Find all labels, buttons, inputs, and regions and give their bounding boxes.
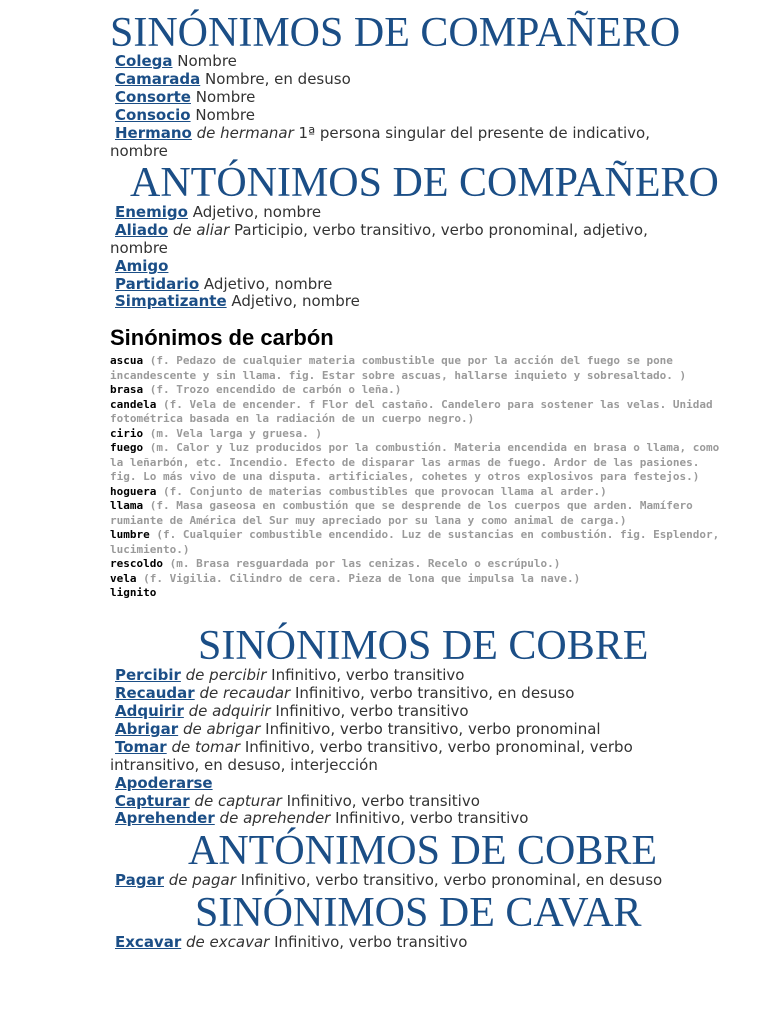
term-desc: Infinitivo, verbo transitivo [275,702,469,720]
list-item [110,106,255,124]
section-title-antonimos-cobre: ANTÓNIMOS DE COBRE [188,828,658,874]
list-item [110,738,710,774]
list-item [110,586,725,601]
term-desc: Infinitivo, verbo transitivo [274,933,468,951]
list-item [110,124,710,160]
term-desc: Infinitivo, verbo transitivo, verbo pronominal, en desuso [240,871,663,889]
carbon-definition: (f. Vigilia. Cilindro de cera. Pieza de lona que impulsa la nave.) [143,571,581,585]
list-item [110,720,601,738]
carbon-definition: (m. Vela larga y gruesa. ) [149,426,322,440]
section-title-sinonimos-cobre: SINÓNIMOS DE COBRE [198,623,649,669]
carbon-word: llama [110,499,144,512]
term-link[interactable]: Capturar [115,792,190,810]
list-item [110,774,213,792]
section-title-antonimos-companero: ANTÓNIMOS DE COMPAÑERO [130,160,719,206]
carbon-word: rescoldo [110,557,163,570]
list-item [110,398,725,427]
carbon-definition: (m. Brasa resguardada por las cenizas. Recelo o escrúpulo.) [169,557,561,570]
list-item [110,485,725,500]
term-link[interactable]: Pagar [115,871,164,889]
term-link[interactable]: Apoderarse [115,774,213,792]
list-item [110,203,321,221]
term-link[interactable]: Aliado [115,221,169,239]
carbon-word: brasa [110,383,144,396]
term-origin: de aprehender [219,809,331,827]
term-link[interactable]: Camarada [115,70,201,88]
term-desc: Adjetivo, nombre [192,203,322,221]
term-origin: de adquirir [188,702,271,720]
carbon-word: lumbre [110,528,150,541]
term-desc: Infinitivo, verbo transitivo [271,666,465,684]
list-item [110,257,168,275]
term-desc: 1ª persona singular del presente de indicativo, nombre [110,124,650,160]
list-item [110,88,255,106]
list-item [110,557,725,572]
term-link[interactable]: Recaudar [115,684,195,702]
carbon-synonym-list [110,354,725,601]
list-item [110,70,351,88]
term-desc: Infinitivo, verbo transitivo, verbo pronominal [265,720,601,738]
term-origin: de recaudar [199,684,291,702]
term-desc: Infinitivo, verbo transitivo, verbo pronominal, verbo intransitivo, en desuso, interjección [110,738,633,774]
list-item [110,572,725,587]
term-origin: de percibir [185,666,267,684]
term-origin: de capturar [194,792,282,810]
term-link[interactable]: Abrigar [115,720,179,738]
section-title-sinonimos-cavar: SINÓNIMOS DE CAVAR [195,890,642,936]
term-desc: Participio, verbo transitivo, verbo pronominal, adjetivo, nombre [110,221,648,257]
list-item [110,383,725,398]
term-link[interactable]: Tomar [115,738,167,756]
carbon-word: candela [110,397,157,411]
term-desc: Nombre [177,52,237,70]
term-link[interactable]: Adquirir [115,702,184,720]
term-desc: Adjetivo, nombre [203,275,333,293]
carbon-definition: (f. Conjunto de materias combustibles que provocan llama al arder.) [162,484,607,498]
term-link[interactable]: Percibir [115,666,181,684]
carbon-word: lignito [110,586,157,599]
carbon-definition: (f. Masa gaseosa en combustión que se desprende de los cuerpos que arden. Mamífero rumiante de América del Sur muy apreciado por su lana y como animal de carga.) [110,499,693,527]
term-desc: Infinitivo, verbo transitivo [286,792,480,810]
list-item [110,441,725,485]
term-link[interactable]: Colega [115,52,173,70]
list-item [110,702,469,720]
term-origin: de hermanar [196,124,294,142]
term-link[interactable]: Excavar [115,933,182,951]
term-desc: Nombre [195,106,255,124]
term-desc: Nombre, en desuso [205,70,351,88]
section-title-sinonimos-companero: SINÓNIMOS DE COMPAÑERO [110,10,681,56]
list-item [110,933,467,951]
term-origin: de tomar [171,738,241,756]
list-item [110,528,725,557]
term-desc: Infinitivo, verbo transitivo, en desuso [295,684,575,702]
carbon-word: cirio [110,426,144,440]
term-link[interactable]: Consorte [115,88,191,106]
term-link[interactable]: Partidario [115,275,200,293]
list-item [110,427,725,442]
term-link[interactable]: Enemigo [115,203,188,221]
term-origin: de pagar [168,871,236,889]
list-item [110,684,574,702]
carbon-definition: (f. Cualquier combustible encendido. Luz de sustancias en combustión. fig. Esplendor, lucimiento.) [110,528,720,556]
carbon-word: fuego [110,441,144,454]
term-origin: de aliar [172,221,230,239]
term-origin: de excavar [186,933,270,951]
carbon-definition: (f. Trozo encendido de carbón o leña.) [149,383,402,396]
term-link[interactable]: Consocio [115,106,191,124]
term-link[interactable]: Simpatizante [115,292,227,310]
term-link[interactable]: Hermano [115,124,192,142]
term-desc: Adjetivo, nombre [231,292,360,310]
list-item [110,499,725,528]
list-item [110,221,710,257]
list-item [110,871,662,889]
carbon-word: hoguera [110,484,157,498]
term-link[interactable]: Aprehender [115,809,215,827]
section-title-sinonimos-carbon: Sinónimos de carbón [110,325,334,350]
list-item [110,275,332,293]
carbon-definition: (m. Calor y luz producidos por la combustión. Materia encendida en brasa o llama, como la leñarbón, etc. Incendio. Efecto de disparar las armas de fuego. Ardor de las pasiones. fig. Lo más vivo de una disputa. artificiales, cohetes y otros explosivos para festejos.) [110,441,720,483]
list-item [110,354,725,383]
term-desc: Infinitivo, verbo transitivo [335,809,529,827]
carbon-word: ascua [110,354,144,367]
term-desc: Nombre [195,88,256,106]
term-origin: de abrigar [182,720,261,738]
carbon-definition: (f. Vela de encender. f Flor del castaño. Candelero para sostener las velas. Unidad fotométrica basada en la radiación de un cuerpo negro.) [110,397,713,425]
carbon-definition: (f. Pedazo de cualquier materia combustible que por la acción del fuego se pone incandescente y sin llama. fig. Estar sobre ascuas, hallarse inquieto y sobresaltado. ) [110,354,687,382]
list-item [110,666,464,684]
list-item [110,809,528,827]
list-item [110,52,237,70]
list-item [110,792,480,810]
carbon-word: vela [110,571,137,585]
list-item [110,292,360,310]
term-link[interactable]: Amigo [115,257,169,275]
